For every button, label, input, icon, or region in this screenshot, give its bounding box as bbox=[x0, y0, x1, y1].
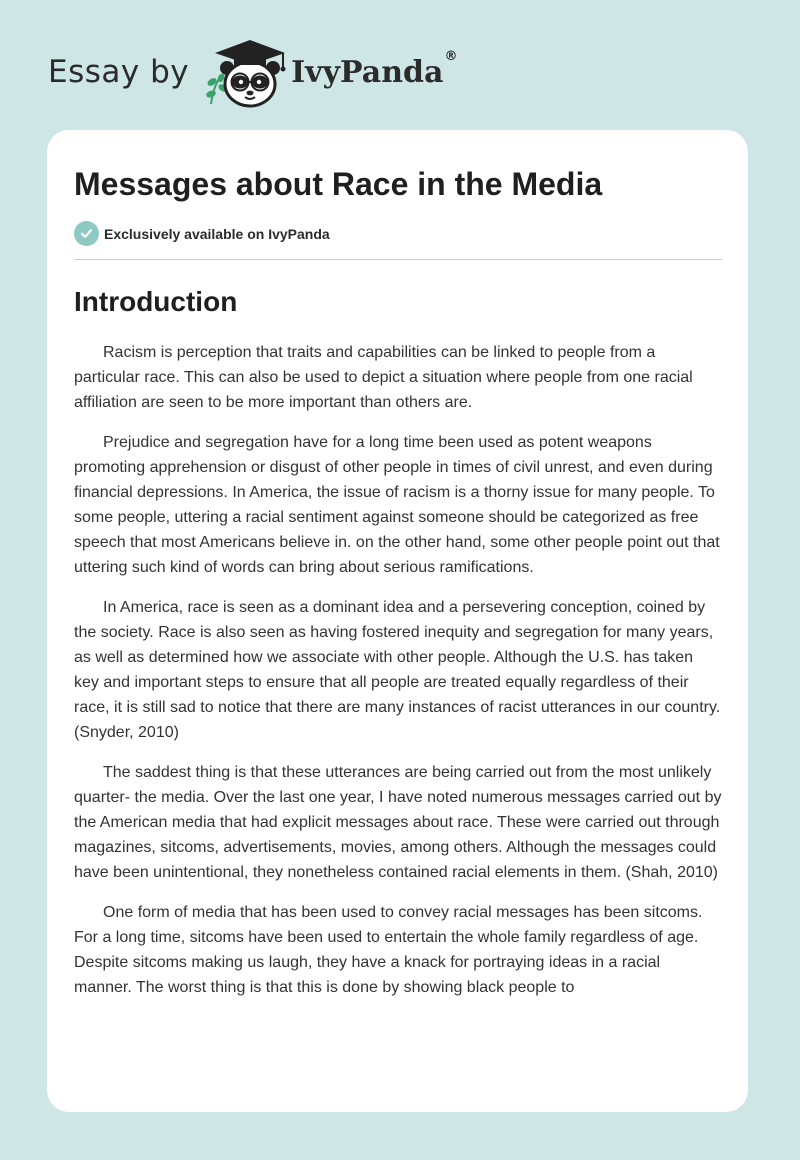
essay-card bbox=[47, 130, 748, 1112]
exclusive-badge bbox=[74, 221, 722, 246]
paragraph: One form of media that has been used to convey racial messages has been sitcoms. For a long time, sitcoms have been used to entertain the whole family regardless of age. Despite sitcoms making us laugh, they have a knack for portraying ideas in a racial manner. The worst thing is that this is done by showing black people to bbox=[74, 904, 703, 996]
paragraph: In America, race is seen as a dominant idea and a persevering conception, coined by the society. Race is also seen as having fostered inequity and segregation for many years, as well as determined how we associate with other people. Although the U.S. has taken key and important steps to ensure that all people are treated equally regardless of their race, it is still sad to notice that there are many instances of racist utterances in our country. (Snyder, 2010) bbox=[74, 599, 721, 741]
registered-mark: ® bbox=[444, 48, 458, 64]
check-icon bbox=[74, 221, 99, 246]
panda-logo-icon[interactable] bbox=[203, 32, 295, 112]
brand-prefix: Essay by bbox=[48, 54, 190, 90]
essay-body bbox=[74, 340, 722, 1000]
paragraph: The saddest thing is that these utterances are being carried out from the most unlikely quarter- the media. Over the last one year, I have noted numerous messages carried out by the American media that had explicit messages about race. These were carried out through magazines, sitcoms, advertisements, movies, among others. Although the messages could have been unintentional, they nonetheless contained racial elements in them. (Shah, 2010) bbox=[74, 764, 722, 881]
divider bbox=[74, 259, 722, 260]
badge-text: Exclusively available on IvyPanda bbox=[104, 225, 330, 242]
section-heading: Introduction bbox=[74, 286, 238, 317]
brand-name bbox=[291, 48, 458, 90]
paragraph: Racism is perception that traits and capabilities can be linked to people from a particular race. This can also be used to depict a situation where people from one racial affiliation are seen to be more important than others are. bbox=[74, 344, 693, 411]
brand-name-text: IvyPanda bbox=[291, 54, 444, 90]
paragraph: Prejudice and segregation have for a long time been used as potent weapons promoting apprehension or disgust of other people in times of civil unrest, and even during financial depressions. In America, the issue of racism is a thorny issue for many people. To some people, uttering a racial sentiment against someone should be categorized as free speech that most Americans believe in. on the other hand, some other people point out that uttering such kind of words can bring about serious ramifications. bbox=[74, 434, 720, 576]
essay-title: Messages about Race in the Media bbox=[74, 166, 603, 202]
brand-header bbox=[48, 32, 457, 112]
